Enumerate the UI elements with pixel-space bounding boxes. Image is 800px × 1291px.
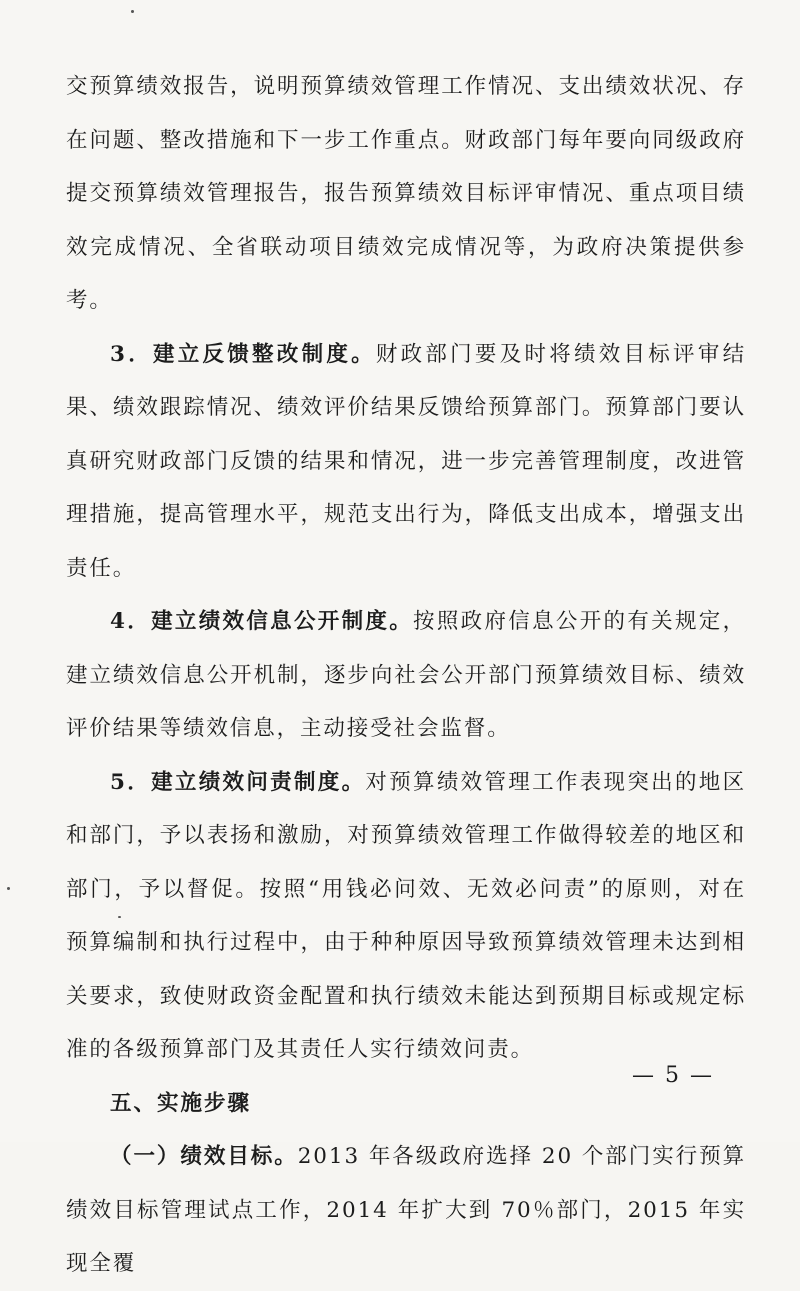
- paragraph-text: 对预算绩效管理工作表现突出的地区和部门，予以表扬和激励，对预算绩效管理工作做得较差的地区和部门，予以督促。按照“用钱必问效、无效必问责”的原则，对在预算编制和执行过程中，由于种种原因导致预算绩效管理未达到相关要求，致使财政资金配置和执行绩效未能达到预期目标或规定标准的各级预算部门及其责任人实行绩效问责。: [66, 769, 746, 1062]
- body-text: [66, 60, 746, 1291]
- paragraph-feedback-system: [66, 328, 746, 596]
- paragraph-report: [66, 60, 746, 328]
- paragraph-disclosure-system: [66, 595, 746, 756]
- paragraph-performance-goals: [66, 1130, 746, 1291]
- paragraph-lead: 4．建立绩效信息公开制度。: [110, 609, 414, 634]
- scan-speck: [7, 887, 10, 890]
- paragraph-lead: 5．建立绩效问责制度。: [110, 769, 366, 795]
- paragraph-accountability-system: [66, 756, 746, 1077]
- page-number: — 5 —: [632, 1063, 714, 1088]
- paragraph-text: 交预算绩效报告，说明预算绩效管理工作情况、支出绩效状况、存在问题、整改措施和下一步工作重点。财政部门每年要向同级政府提交预算绩效管理报告，报告预算绩效目标评审情况、重点项目绩效完成情况、全省联动项目绩效完成情况等，为政府决策提供参考。: [66, 74, 746, 313]
- paragraph-text: 2013 年各级政府选择 20 个部门实行预算绩效目标管理试点工作，2014 年扩大到 70％部门，2015 年实现全覆: [66, 1144, 747, 1276]
- paragraph-text: 按照政府信息公开的有关规定，建立绩效信息公开机制，逐步向社会公开部门预算绩效目标、绩效评价结果等绩效信息，主动接受社会监督。: [66, 609, 746, 741]
- paragraph-lead: （一）绩效目标。: [110, 1144, 298, 1169]
- paragraph-lead: 3．建立反馈整改制度。: [110, 341, 376, 367]
- section-heading: 五、实施步骤: [110, 1090, 252, 1116]
- paragraph-text: 财政部门要及时将绩效目标评审结果、绩效跟踪情况、绩效评价结果反馈给预算部门。预算部门要认真研究财政部门反馈的结果和情况，进一步完善管理制度，改进管理措施，提高管理水平，规范支出行为，降低支出成本，增强支出责任。: [66, 341, 746, 581]
- scan-speck: [131, 10, 134, 13]
